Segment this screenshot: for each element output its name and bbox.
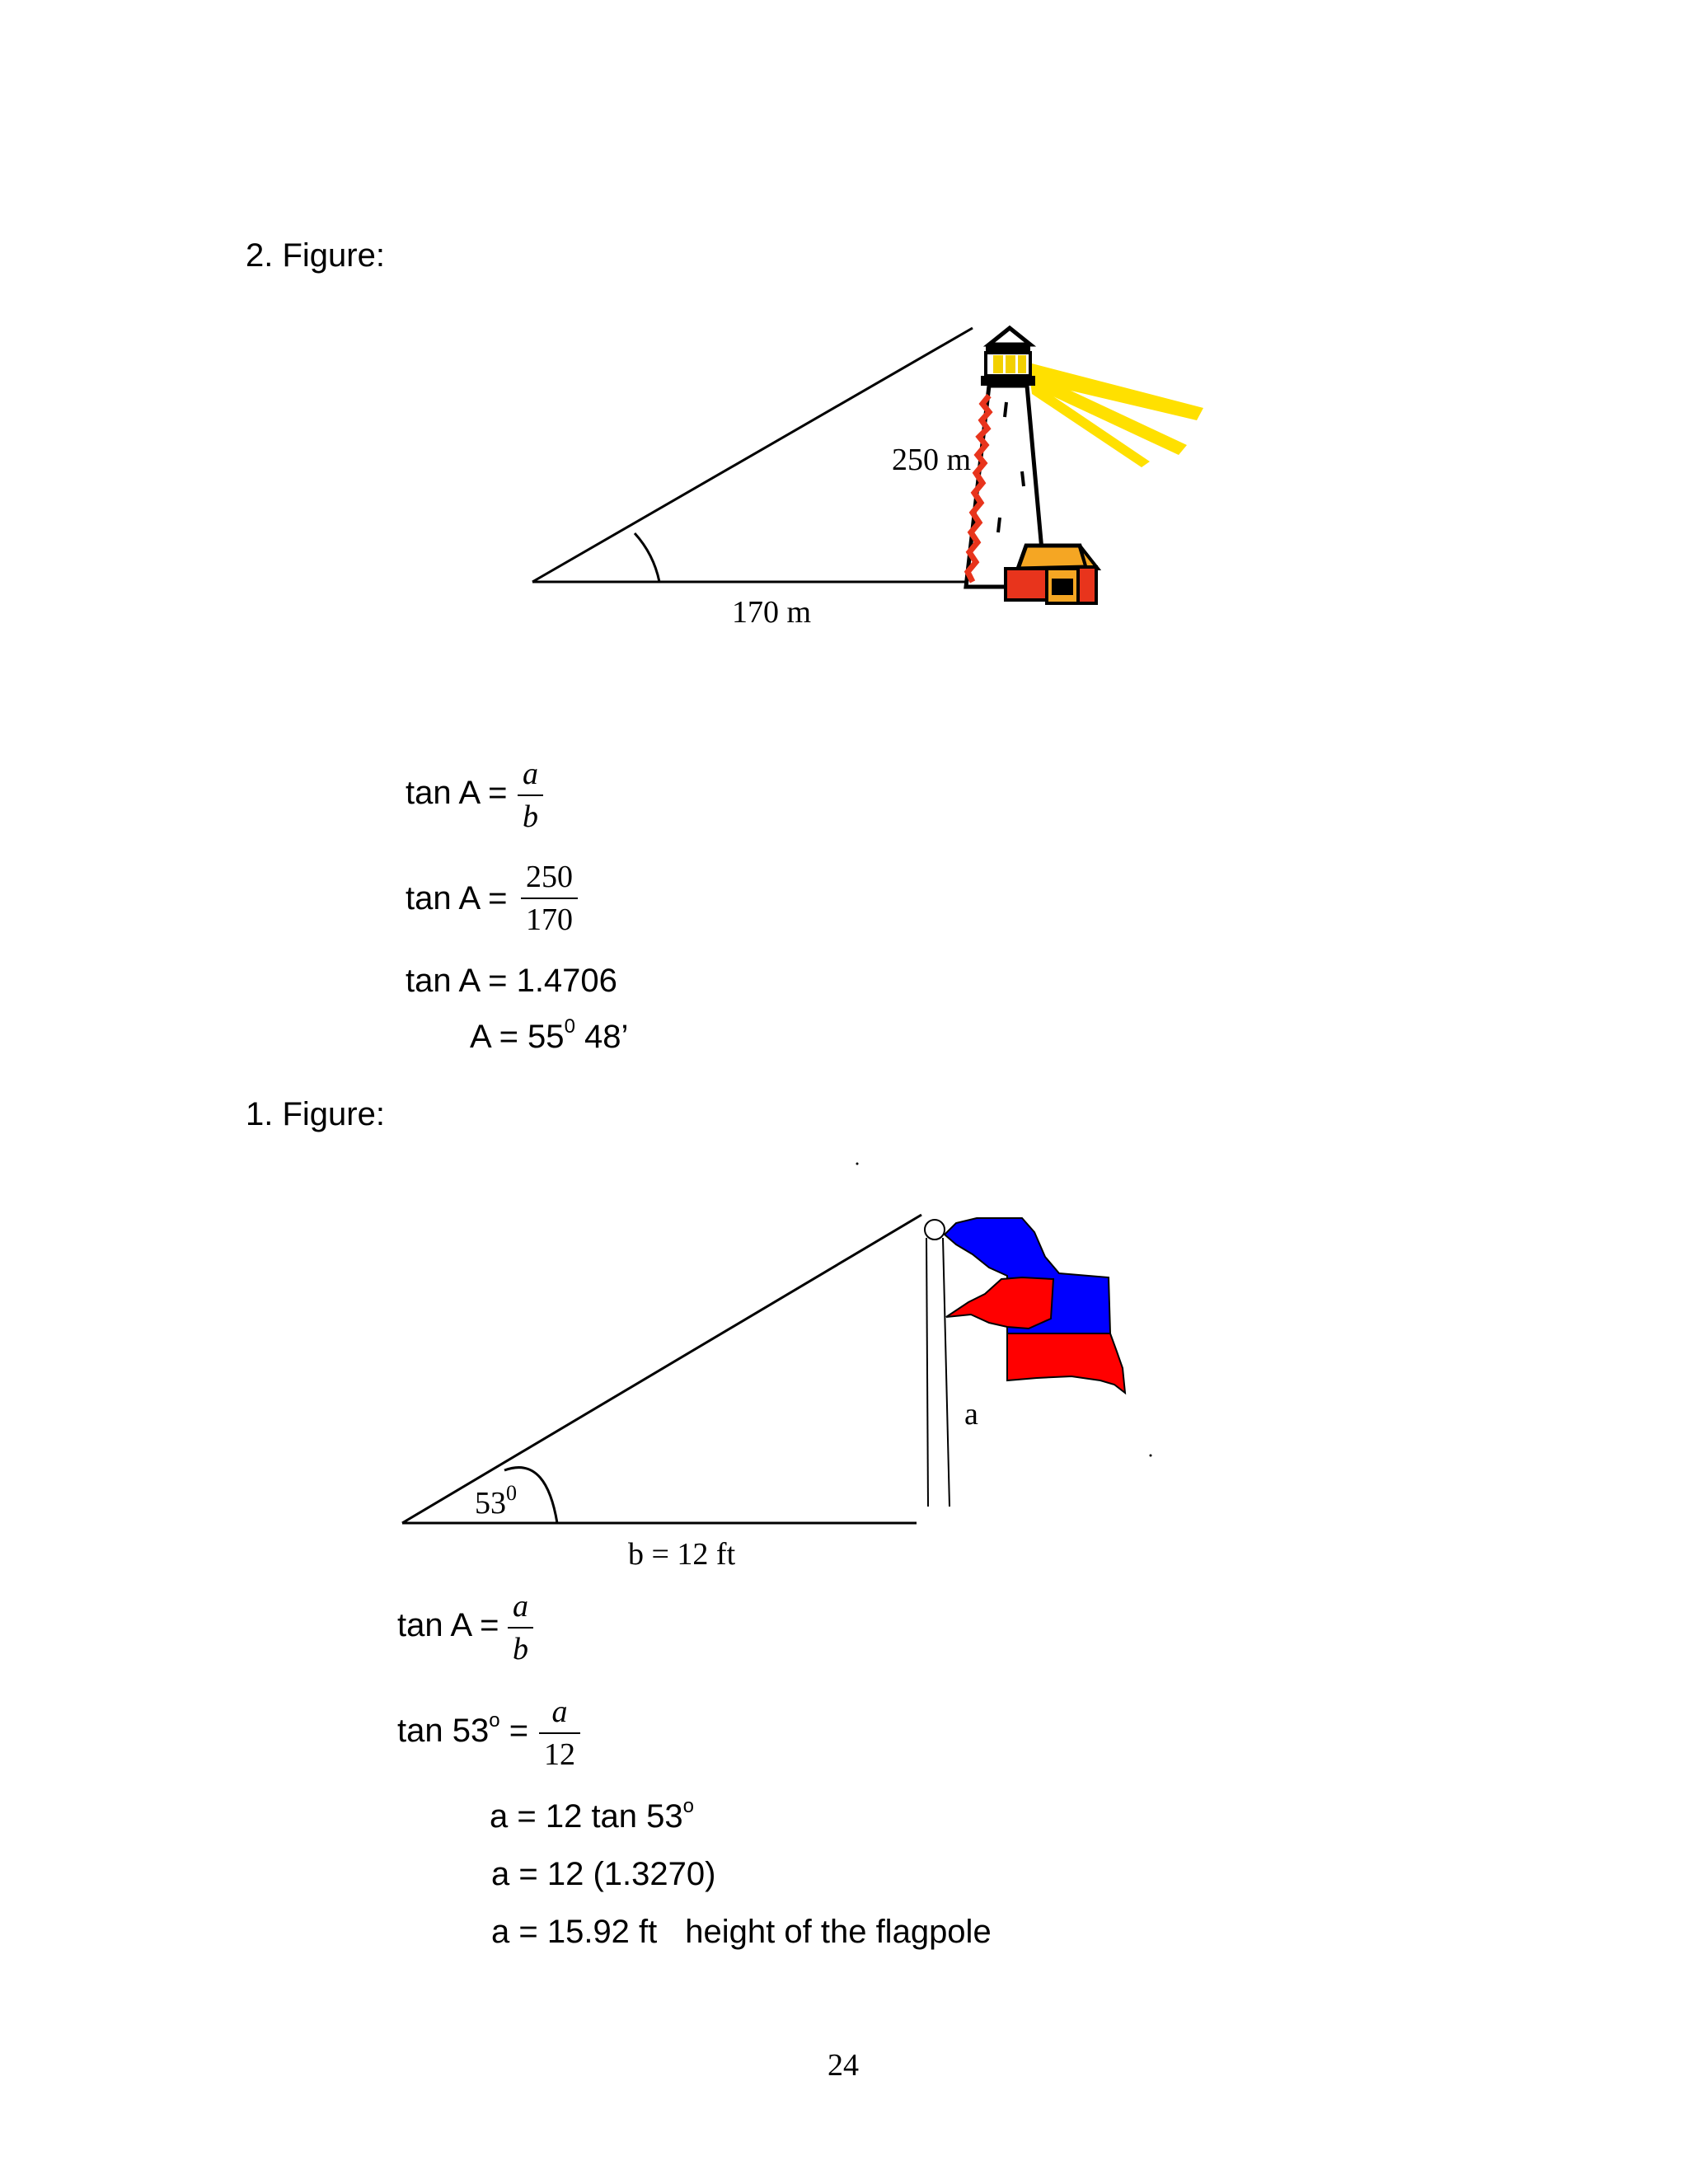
p2-eq2-prefix: tan A = [406, 880, 508, 916]
p2-eq3: tan A = 1.4706 [406, 963, 617, 999]
base-label: b = 12 ft [628, 1537, 736, 1572]
p2-eq1-denominator: b [523, 799, 538, 834]
triangle-flagpole [402, 1215, 921, 1523]
p1-eq3: a = 12 tan 53$^o$ [490, 1795, 695, 1835]
base-label: 170 m [732, 595, 812, 630]
p2-eq1-numerator: a [523, 757, 538, 791]
height-label: 250 m [892, 443, 972, 477]
p2-eq1-prefix: tan A = [406, 775, 508, 811]
problem2-heading: 2. Figure: [246, 237, 385, 274]
p1-eq4: a = 12 (1.3270) [491, 1856, 716, 1892]
p1-eq2-numerator: a [551, 1694, 568, 1729]
p1-eq5-note: height of the flagpole [685, 1914, 992, 1950]
flag-icon [945, 1218, 1125, 1393]
p2-eq2-denominator: 170 [526, 902, 573, 937]
p1-eq5-value: a = 15.92 ft [491, 1914, 658, 1950]
p1-eq1-prefix: tan A = [397, 1607, 499, 1643]
angle-label: $53^0$ [475, 1481, 517, 1521]
page-number: 24 [828, 2048, 859, 2083]
side-a-label: a [964, 1397, 978, 1432]
p1-eq1-numerator: a [513, 1589, 528, 1624]
p1-eq2-fraction [539, 1696, 580, 1770]
flagpole-icon [925, 1220, 950, 1507]
p1-eq1-fraction [508, 1591, 533, 1665]
p1-eq1-denominator: b [513, 1632, 528, 1666]
problem1-heading: 1. Figure: [246, 1096, 385, 1132]
p1-eq2-prefix: $\tan 53^o$ = [397, 1709, 529, 1749]
p2-eq4: $A = 55^0$ 48’ [470, 1015, 629, 1055]
p1-eq5 [491, 1914, 992, 1951]
p2-eq2-numerator: 250 [526, 860, 573, 894]
p1-eq2-denominator: 12 [544, 1737, 575, 1772]
